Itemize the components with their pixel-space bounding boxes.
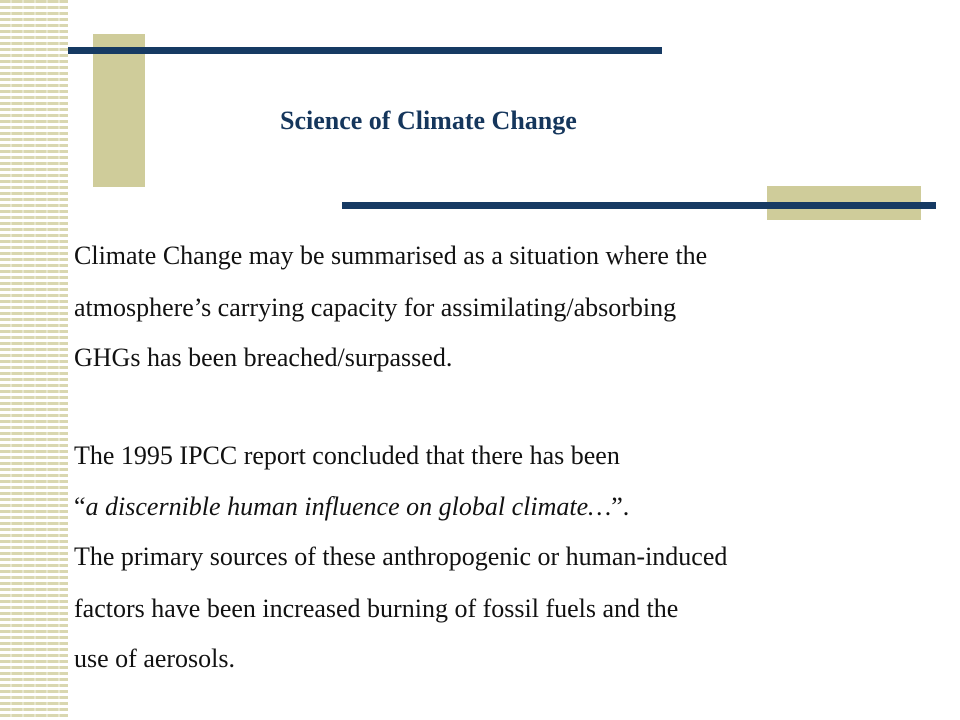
body-text-line: atmosphere’s carrying capacity for assimilating/absorbing [74,293,677,322]
top-accent-line [68,47,662,54]
quote-line [74,490,924,524]
body-text-line: use of aerosols. [74,644,236,673]
ipcc-quote: a discernible human influence on global climate… [85,492,612,521]
quote-open-mark: “ [74,492,86,521]
body-text-line: The 1995 IPCC report concluded that there has been [74,441,620,470]
body-text-line: The primary sources of these anthropogenic or human-induced [74,542,728,571]
left-stripe-decoration [0,0,68,720]
top-accent-block [93,34,145,187]
body-text-line: factors have been increased burning of fossil fuels and the [74,594,679,623]
body-text-line: Climate Change may be summarised as a situation where the [74,241,708,270]
right-accent-line [342,202,936,209]
body-text-line: GHGs has been breached/surpassed. [74,343,453,372]
quote-close-mark: ”. [611,492,630,521]
slide-title: Science of Climate Change [280,106,577,135]
